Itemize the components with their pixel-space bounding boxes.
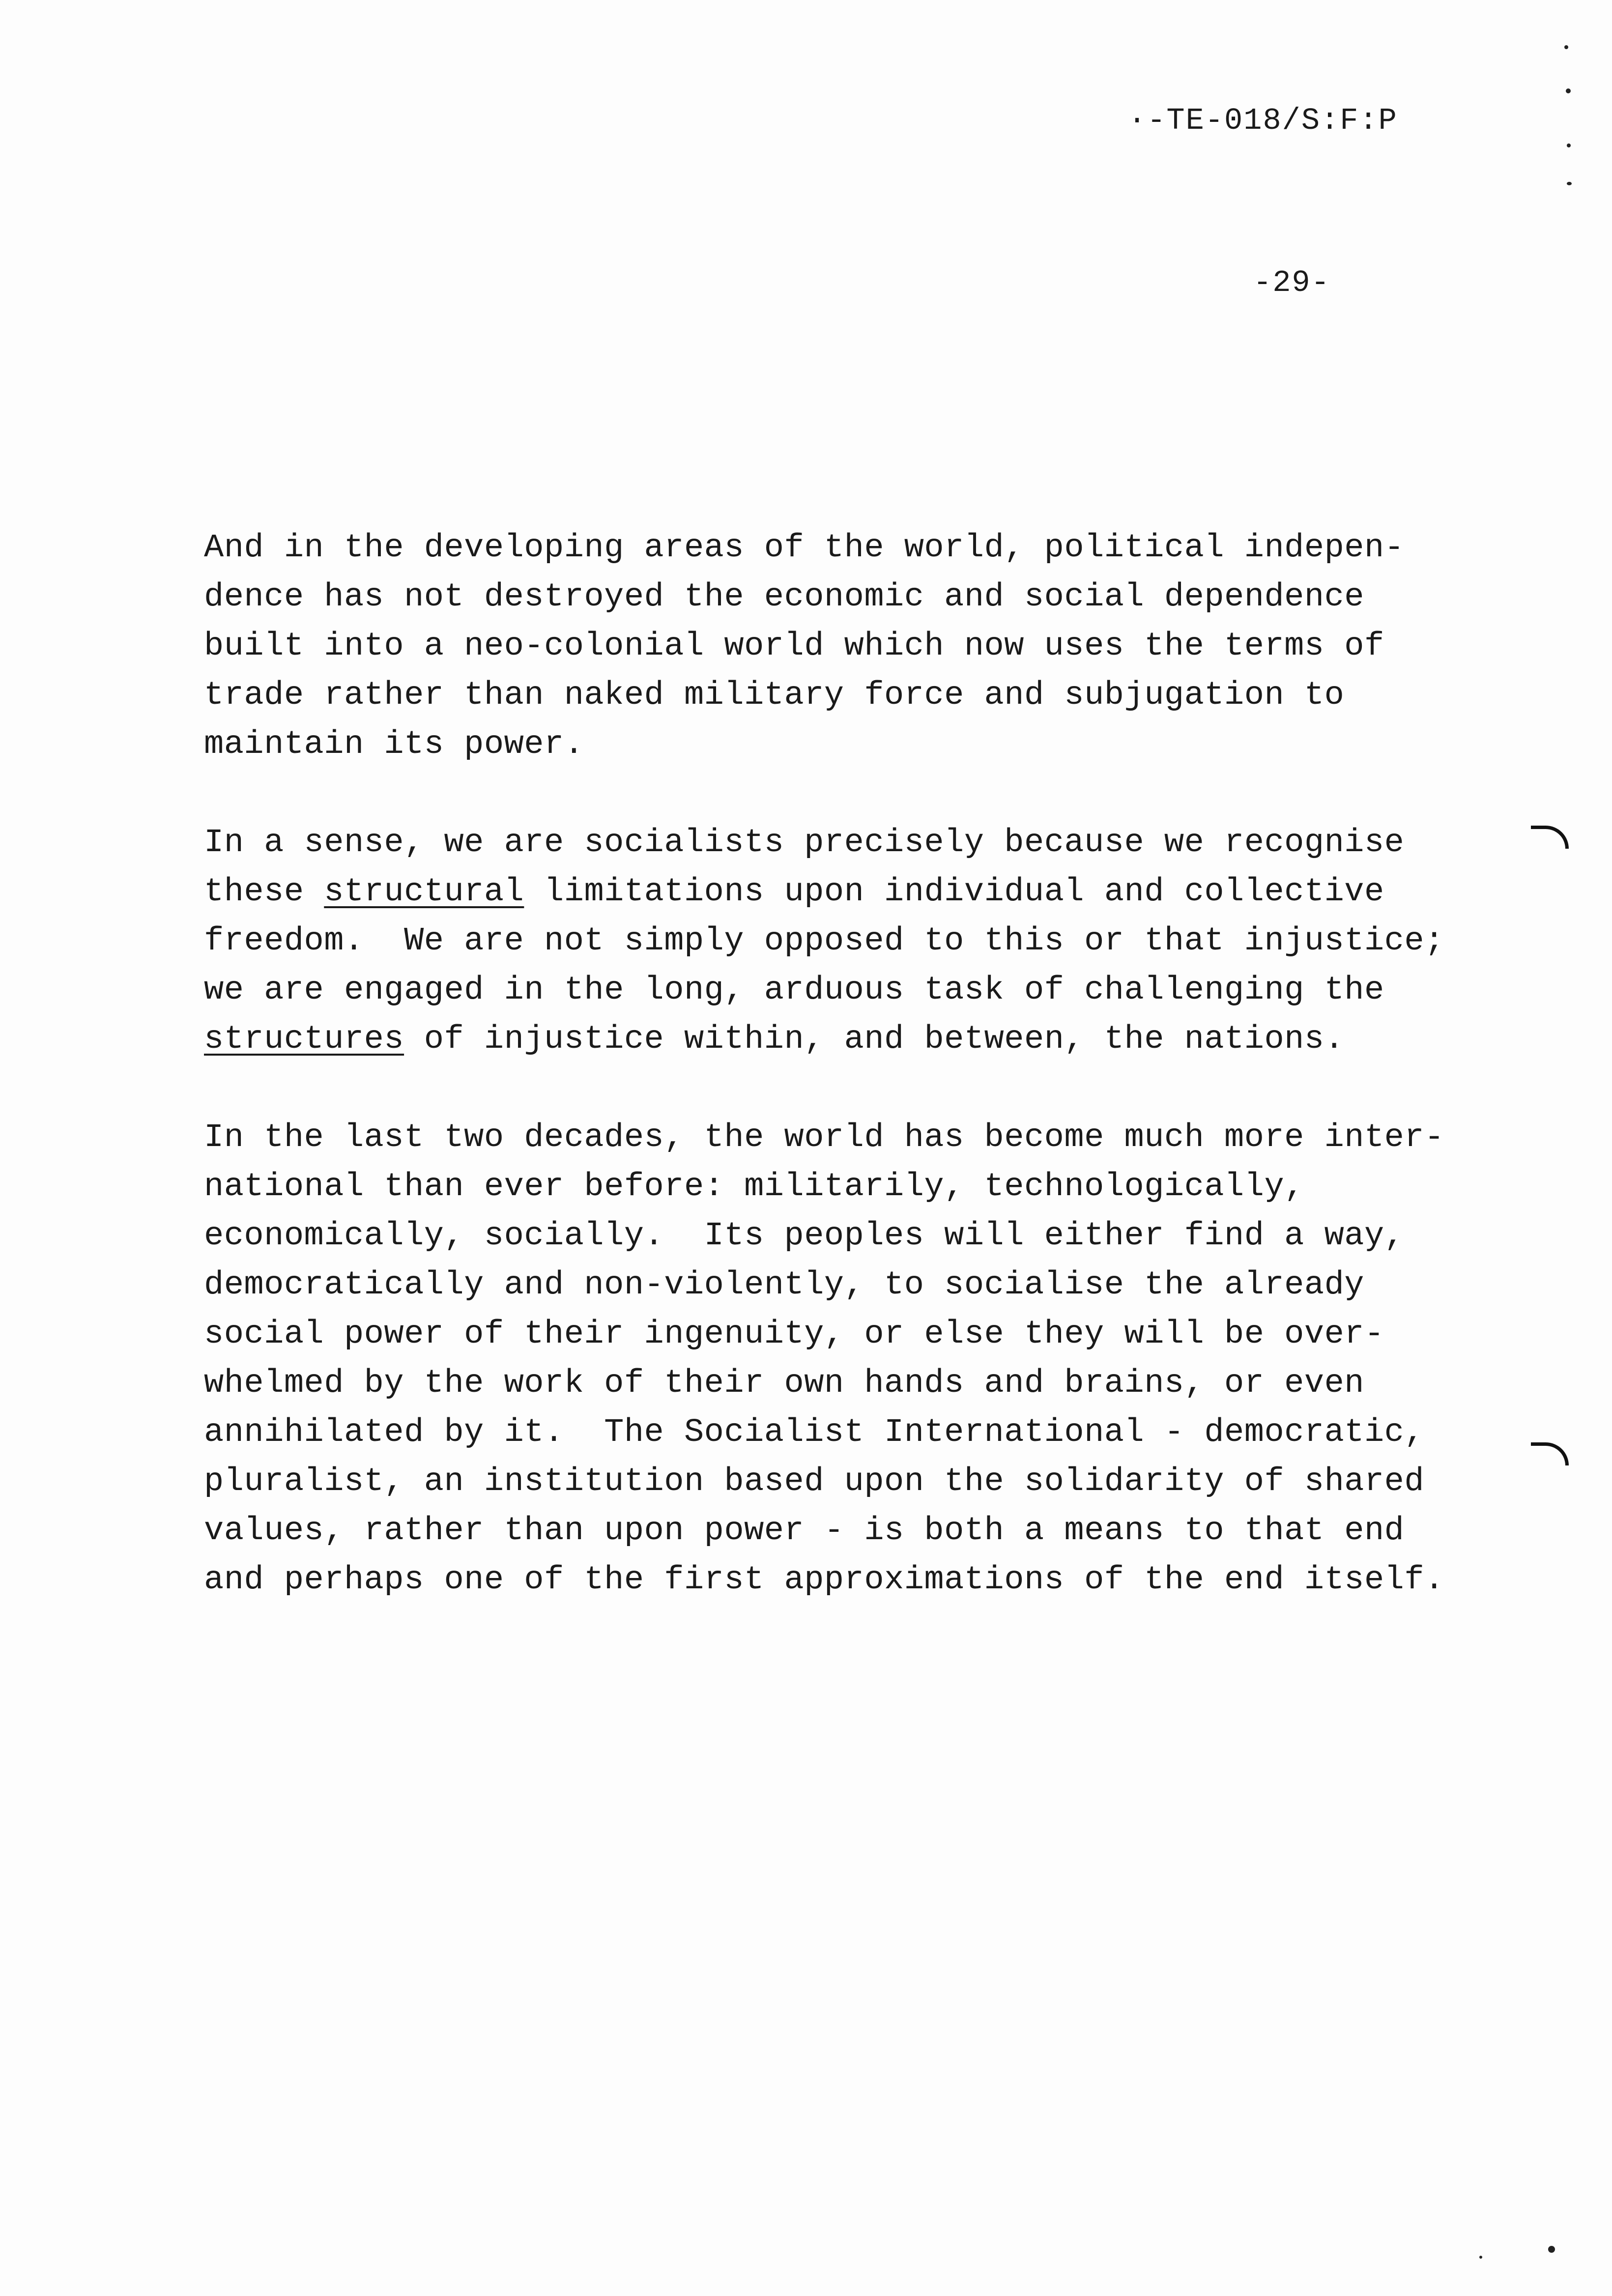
margin-mark <box>1531 1442 1569 1465</box>
line-text: maintain its power. <box>204 726 584 763</box>
text-line <box>204 1359 1462 1408</box>
underlined-text: structural <box>324 873 524 911</box>
text-line <box>204 1261 1462 1310</box>
text-line <box>204 1506 1462 1555</box>
line-text: In the last two decades, the world has become much more inter- <box>204 1119 1444 1156</box>
line-text: dence has not destroyed the economic and social dependence <box>204 578 1364 616</box>
line-text: trade rather than naked military force and subjugation to <box>204 677 1345 714</box>
text-line <box>204 818 1462 867</box>
text-line <box>204 1555 1462 1605</box>
line-text: annihilated by it. The Socialist International - democratic, <box>204 1414 1425 1451</box>
text-line <box>204 523 1462 573</box>
line-text: national than ever before: militarily, technologically, <box>204 1168 1304 1205</box>
text-line <box>204 1162 1462 1211</box>
text-line <box>204 1310 1462 1359</box>
line-text: and perhaps one of the first approximations of the end itself. <box>204 1561 1444 1599</box>
text-line <box>204 1015 1462 1064</box>
text-line <box>204 671 1462 720</box>
line-text: social power of their ingenuity, or else they will be over- <box>204 1316 1384 1353</box>
line-text: economically, socially. Its peoples will either find a way, <box>204 1217 1405 1255</box>
line-text: values, rather than upon power - is both a means to that end <box>204 1512 1405 1550</box>
text-line <box>204 622 1462 671</box>
scan-speck <box>1564 45 1568 49</box>
text-line <box>204 1113 1462 1162</box>
line-text: And in the developing areas of the world, political indepen- <box>204 529 1405 567</box>
scan-speck <box>1479 2256 1482 2259</box>
line-text: whelmed by the work of their own hands and brains, or even <box>204 1365 1364 1402</box>
paragraph-last-two-decades <box>204 1113 1462 1605</box>
line-text: limitations upon individual and collective <box>524 873 1384 911</box>
underlined-text: structures <box>204 1021 404 1058</box>
text-line <box>204 966 1462 1015</box>
text-line <box>204 1457 1462 1506</box>
line-text: of injustice within, and between, the nations. <box>404 1021 1345 1058</box>
text-line <box>204 917 1462 966</box>
document-reference: ·-TE-018/S:F:P <box>1128 103 1398 138</box>
margin-mark <box>1531 826 1569 849</box>
line-text: built into a neo-colonial world which now uses the terms of <box>204 628 1384 665</box>
line-text: In a sense, we are socialists precisely because we recognise <box>204 824 1405 861</box>
scan-speck <box>1567 182 1572 185</box>
line-text: these <box>204 873 324 911</box>
paragraph-developing-areas <box>204 523 1462 769</box>
paragraph-socialists <box>204 818 1462 1064</box>
text-line <box>204 1408 1462 1457</box>
line-text: freedom. We are not simply opposed to this or that injustice; <box>204 922 1444 960</box>
line-text: pluralist, an institution based upon the solidarity of shared <box>204 1463 1425 1500</box>
text-line <box>204 1211 1462 1261</box>
text-line <box>204 867 1462 917</box>
line-text: democratically and non-violently, to socialise the already <box>204 1266 1364 1304</box>
text-line <box>204 720 1462 769</box>
scan-speck <box>1566 88 1571 93</box>
scan-speck <box>1548 2246 1555 2253</box>
text-line <box>204 573 1462 622</box>
scan-speck <box>1567 144 1571 147</box>
page-number: -29- <box>1253 265 1330 300</box>
line-text: we are engaged in the long, arduous task of challenging the <box>204 972 1384 1009</box>
